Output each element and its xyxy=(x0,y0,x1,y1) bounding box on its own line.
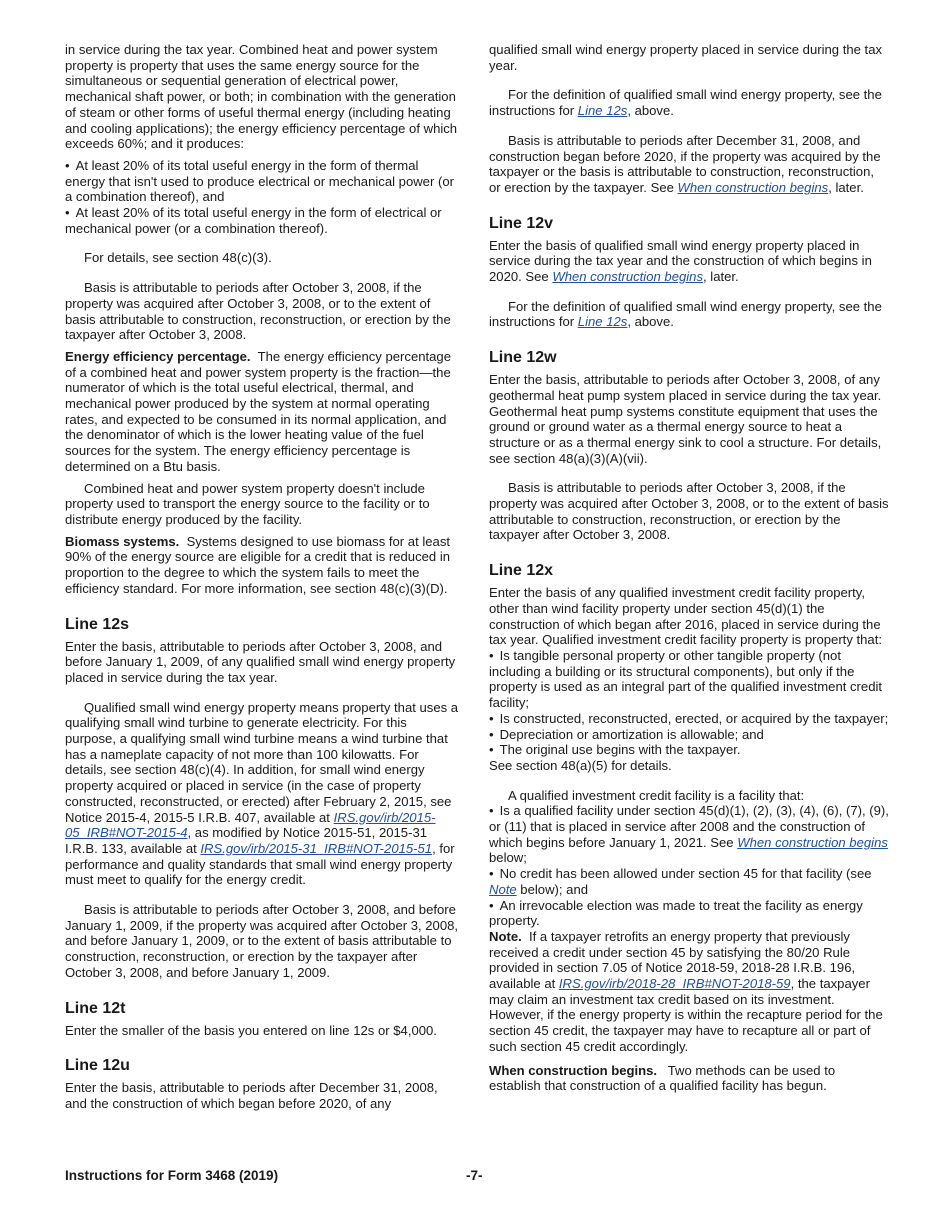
note-link[interactable]: Note xyxy=(489,881,517,897)
paragraph-text: , later. xyxy=(703,269,739,285)
paragraph-text: Is a qualified facility under section 45(d)(1), (2), (3), (4), (6), (7), (9), or (11) that is placed in service after 2008 and the construction of which begins before January 1, 2021. See xyxy=(489,803,889,850)
section-heading: Line 12v xyxy=(489,214,554,232)
paragraph xyxy=(489,299,889,330)
irb-link[interactable]: IRS.gov/irb/2018-28_IRB#NOT-2018-59 xyxy=(558,976,791,992)
paragraph xyxy=(489,133,889,196)
bullet-item: • At least 20% of its total useful energy in the form of thermal energy that isn't used to produce electrical or mechanical power (or a combination thereof), and xyxy=(65,158,460,205)
paragraph: Enter the basis, attributable to periods after December 31, 2008, and the construction of which began before 2020, of any xyxy=(65,1080,438,1111)
paragraph: Basis is attributable to periods after October 3, 2008, and before January 1, 2009, if the property was acquired after October 3, 2008, and before January 1, 2009, or to the extent of basis attributable to construction, reconstruction, or erection by the taxpayer after October 3, 2008, and before January 1, 2009. xyxy=(65,902,459,980)
paragraph-text: Enter the basis of qualified small wind energy property placed in service during the tax year and the construction of which begins in 2020. See xyxy=(489,237,872,285)
paragraph: Basis is attributable to periods after October 3, 2008, if the property was acquired after October 3, 2008, or to the extent of basis attributable to construction, reconstruction, or erection by the taxpayer after October 3, 2008. xyxy=(489,480,889,543)
line-12s-link[interactable]: Line 12s xyxy=(577,103,628,119)
paragraph-text: If a taxpayer retrofits an energy property that previously received a credit under section 45 by satisfying the 80/20 Rule provided in section 7.05 of Notice 2018-59, 2018-28 I.R.B. 196, available at xyxy=(489,928,856,992)
paragraph: in service during the tax year. Combined heat and power system property is property that uses the same energy source for the simultaneous or sequential generation of electrical power, mechanical shaft power, or both; in combination with the generation of steam or other forms of useful thermal energy (including heating and cooling applications); the energy efficiency percentage of which exceeds 60%; and it produces: xyxy=(65,42,458,152)
paragraph-text: , as modified by Notice 2015-51, 2015-31 I.R.B. 133, available at xyxy=(65,825,428,856)
paragraph xyxy=(65,349,460,475)
paragraph-text: For the definition of qualified small wind energy property, see the instructions for xyxy=(489,87,882,119)
paragraph: Combined heat and power system property doesn't include property used to transport the energy source to the facility or to distribute energy produced by the facility. xyxy=(65,480,430,527)
paragraph-text: Two methods can be used to establish that construction of a qualified facility has begun. xyxy=(489,1062,836,1094)
paragraph-text: , above. xyxy=(627,314,674,330)
run-in-heading: Biomass systems. xyxy=(65,533,180,549)
page-number: -7- xyxy=(466,1168,483,1183)
bullet-item: • An irrevocable election was made to treat the facility as energy property. xyxy=(489,898,889,929)
paragraph xyxy=(489,929,889,1055)
run-in-heading: Note. xyxy=(489,928,522,944)
paragraph-text: Systems designed to use biomass for at least 90% of the energy source are eligible for a credit that is reduced in proportion to the degree to which the system fails to meet the efficiency standard. For more information, see section 48(c)(3)(D). xyxy=(65,533,451,596)
paragraph: Enter the basis, attributable to periods after October 3, 2008, and before January 1, 2009, of any qualified small wind energy property placed in service during the tax year. xyxy=(65,638,456,685)
paragraph-text: , the taxpayer may claim an investment tax credit based on its investment. However, if the energy property is within the recapture period for the section 45 credit, the taxpayer may have to recapture all or part of such section 45 credit accordingly. xyxy=(489,976,883,1054)
when-construction-begins-link[interactable]: When construction begins xyxy=(737,834,888,850)
bullet-item: • The original use begins with the taxpayer. xyxy=(489,742,889,758)
section-heading: Line 12u xyxy=(65,1057,130,1075)
bullet-item: • Is constructed, reconstructed, erected, or acquired by the taxpayer; xyxy=(489,711,889,727)
section-heading: Line 12w xyxy=(489,349,557,367)
paragraph: For details, see section 48(c)(3). xyxy=(84,250,272,266)
left-column xyxy=(65,42,460,1118)
paragraph xyxy=(489,238,889,285)
line-12s-link[interactable]: Line 12s xyxy=(577,314,628,330)
paragraph xyxy=(65,700,460,888)
paragraph: qualified small wind energy property placed in service during the tax year. xyxy=(489,42,883,73)
bullet-item: • At least 20% of its total useful energy in the form of electrical or mechanical power (or a combination thereof). xyxy=(65,205,460,236)
paragraph-text: , for performance and quality standards that small wind energy property must meet to qualify for the energy credit. xyxy=(65,840,455,888)
section-heading: Line 12s xyxy=(65,615,130,633)
bullet-item xyxy=(489,803,889,866)
footer-form-title: Instructions for Form 3468 (2019) xyxy=(65,1168,279,1183)
paragraph-text: below; xyxy=(489,850,527,866)
paragraph: Enter the basis of any qualified investment credit facility property, other than wind facility property under section 45(d)(1) the construction of which began after 2016, placed in service during the tax year. Qualified investment credit facility property is property that: xyxy=(489,585,882,648)
paragraph-text: The energy efficiency percentage of a combined heat and power system property is the fraction—the numerator of which is the total useful electrical, thermal, and mechanical power produced by the system at normal operating rates, and expected to be consumed in its normal application, and the denominator of which is the lower heating value of the fuel sources for the system. The energy efficiency percentage is determined on a Btu basis. xyxy=(65,348,452,474)
paragraph xyxy=(65,534,460,597)
paragraph xyxy=(489,87,889,118)
paragraph-text: , later. xyxy=(828,179,864,195)
when-construction-begins-link[interactable]: When construction begins xyxy=(677,179,829,195)
paragraph xyxy=(489,1063,889,1094)
paragraph: Basis is attributable to periods after October 3, 2008, if the property was acquired after October 3, 2008, or to the extent of basis attributable to construction, reconstruction, or erection by the taxpayer after October 3, 2008. xyxy=(65,280,451,343)
paragraph-text: Qualified small wind energy property means property that uses a qualifying small wind turbine to generate electricity. For this purpose, a qualifying small wind turbine means a wind turbine that has a nameplate capacity of not more than 100 kilowatts. For details, see section 48(c)(4). In addition, for small wind energy property acquired or placed in service (in the case of property constructed, reconstructed, or erected) after February 2, 2015, see Notice 2015-4, 2015-5 I.R.B. 407, available at xyxy=(65,699,459,825)
run-in-heading: Energy efficiency percentage. xyxy=(65,348,251,364)
paragraph: Enter the basis, attributable to periods after October 3, 2008, of any geothermal heat pump system placed in service during the tax year. Geothermal heat pump systems constitute equipment that uses the ground or ground water as a thermal energy source to heat a structure or as a thermal energy sink to cool a structure. For details, see section 48(a)(3)(A)(vii). xyxy=(489,372,882,466)
paragraph-text: below); and xyxy=(516,881,589,897)
paragraph-text: For the definition of qualified small wind energy property, see the instructions for xyxy=(489,298,882,330)
bullet-item: • Is tangible personal property or other tangible property (not including a building or its structural components), but only if the property is used as an integral part of the qualified investment credit facility; xyxy=(489,648,889,711)
paragraph-text: , above. xyxy=(627,103,674,119)
section-heading: Line 12t xyxy=(65,999,126,1017)
irb-link[interactable]: IRS.gov/irb/2015-31_IRB#NOT-2015-51 xyxy=(200,840,433,856)
paragraph: See section 48(a)(5) for details. xyxy=(489,757,672,773)
paragraph-text: Basis is attributable to periods after December 31, 2008, and construction began before 2020, if the property was acquired by the taxpayer or the basis is attributable to construction, reconstruction, or erection by the taxpayer. See xyxy=(489,132,881,195)
run-in-heading: When construction begins. xyxy=(489,1062,658,1078)
bullet-item: • Depreciation or amortization is allowable; and xyxy=(489,727,889,743)
right-column xyxy=(489,42,889,1100)
paragraph-text: No credit has been allowed under section 45 for that facility (see xyxy=(499,866,872,882)
irb-link[interactable]: IRS.gov/irb/2015-05_IRB#NOT-2015-4 xyxy=(65,809,436,841)
bullet-item xyxy=(489,866,889,897)
when-construction-begins-link[interactable]: When construction begins xyxy=(552,269,704,285)
section-heading: Line 12x xyxy=(489,562,554,580)
paragraph: A qualified investment credit facility is a facility that: xyxy=(508,787,805,803)
paragraph: Enter the smaller of the basis you entered on line 12s or $4,000. xyxy=(65,1022,437,1038)
